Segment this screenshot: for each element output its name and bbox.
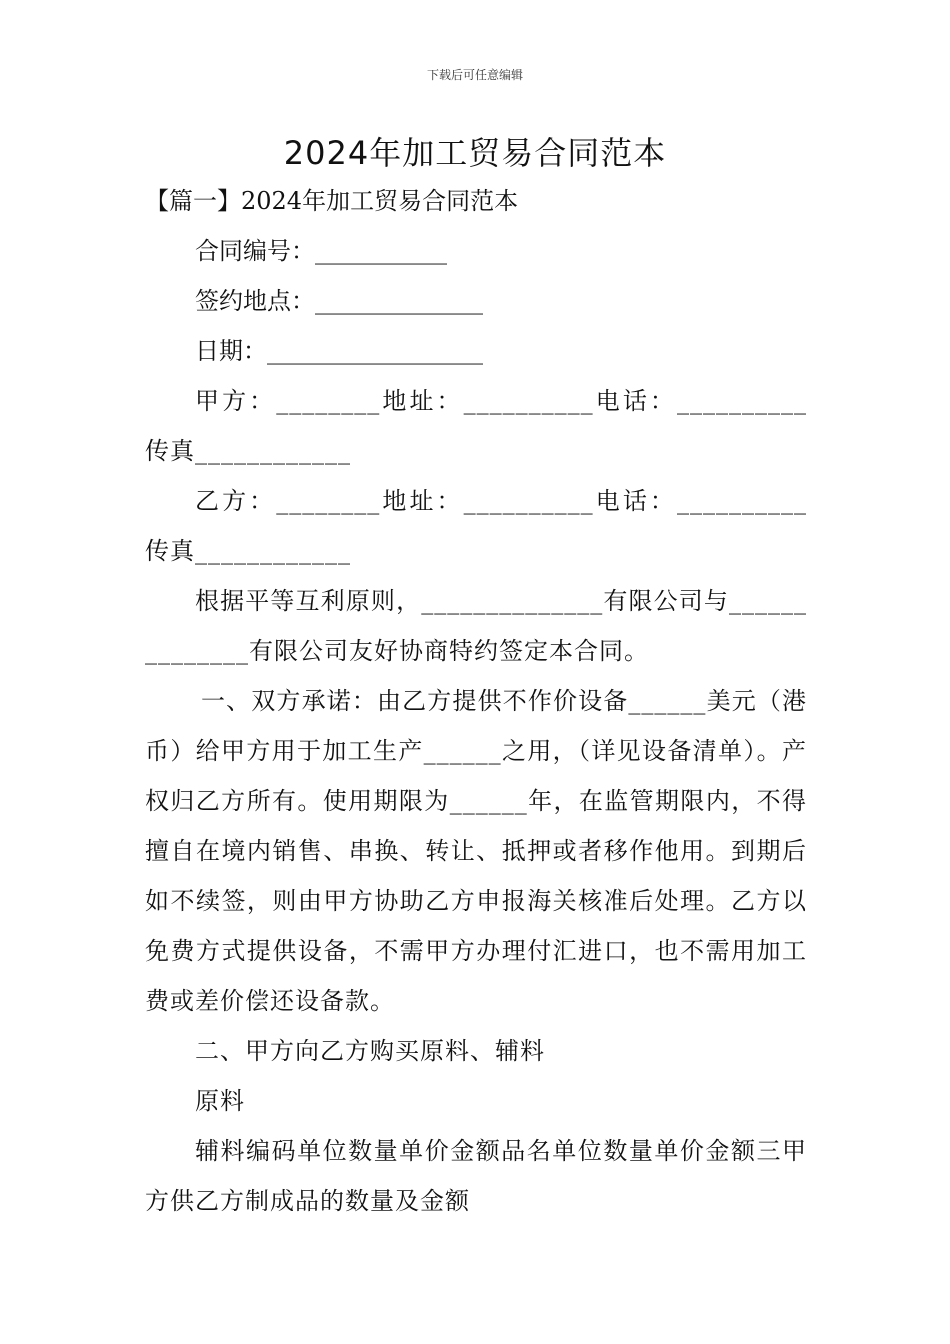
signing-place-field: 签约地点：______________ [195, 287, 483, 315]
contract-number-field: 合同编号：___________ [195, 237, 447, 265]
document-title: 2024年加工贸易合同范本 [283, 134, 667, 172]
aux-material-table-text: 辅料编码单位数量单价金额品名单位数量单价金额三甲方供乙方制成品的数量及金额 [145, 1137, 807, 1215]
clause-one-paragraph: 一、双方承诺：由乙方提供不作价设备______美元（港币）给甲方用于加工生产______之用，（详见设备清单）。产权归乙方所有。使用期限为______年，在监管期限内，不得擅自在境内销售、串换、转让、抵押或者移作他用。到期后如不续签，则由甲方协助乙方申报海关核准后处理。乙方以免费方式提供设备，不需甲方办理付汇进口，也不需用加工费或差价偿还设备款。 [145, 687, 807, 1015]
party-a-info: 甲方：________地址：__________电话：__________传真____________ [145, 387, 807, 465]
clause-two-heading: 二、甲方向乙方购买原料、辅料 [195, 1037, 545, 1065]
section-heading: 【篇一】2024年加工贸易合同范本 [145, 187, 519, 215]
party-b-info: 乙方：________地址：__________电话：__________传真____________ [145, 487, 807, 565]
raw-material-label: 原料 [195, 1087, 245, 1115]
document-body [145, 176, 807, 1226]
header-note: 下载后可任意编辑 [426, 68, 523, 82]
intro-paragraph: 根据平等互利原则，______________有限公司与______________有限公司友好协商特约签定本合同。 [145, 587, 807, 665]
date-field: 日期：__________________ [195, 337, 483, 365]
